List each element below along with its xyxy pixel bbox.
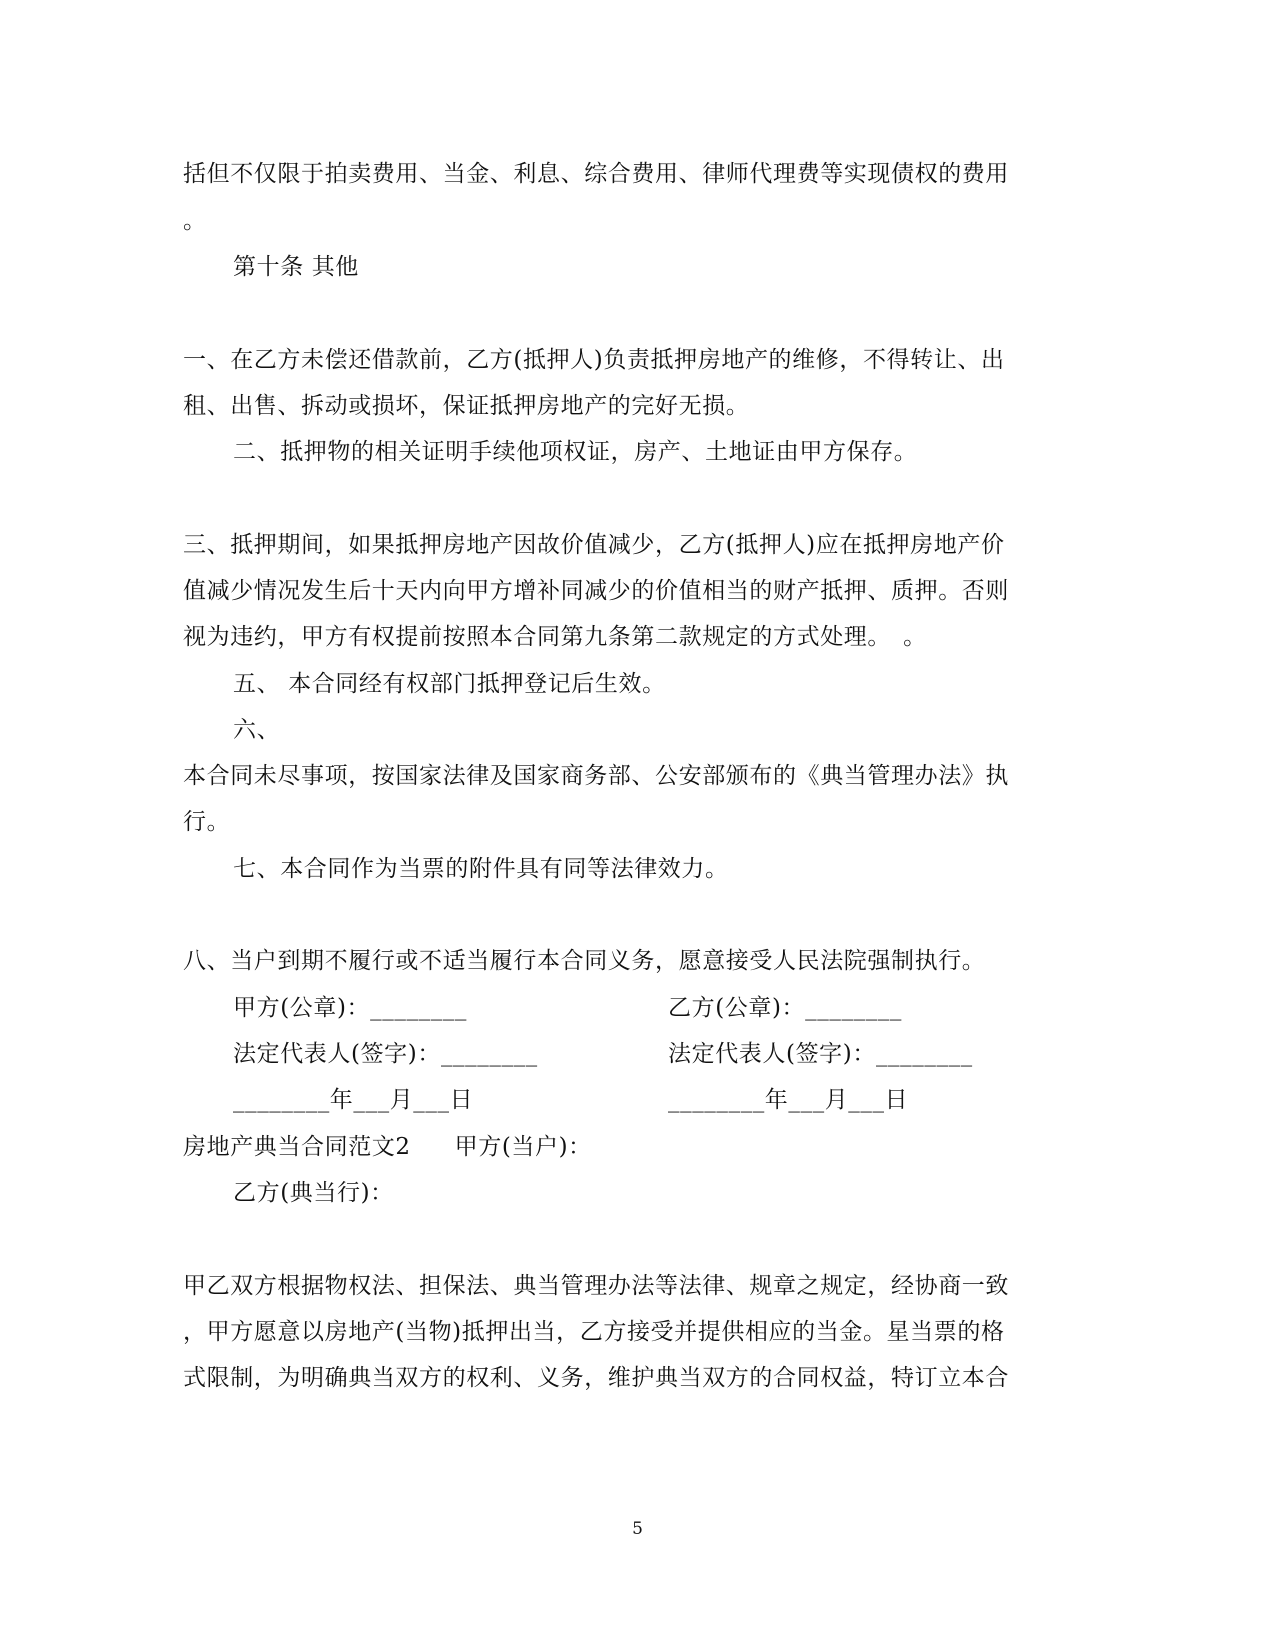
paragraph-line: 三、抵押期间，如果抵押房地产因故价值减少，乙方(抵押人)应在抵押房地产价 — [183, 532, 1005, 558]
party-a-seal: 甲方(公章)：________ — [233, 995, 467, 1021]
paragraph-line: 二、抵押物的相关证明手续他项权证，房产、土地证由甲方保存。 — [233, 439, 918, 465]
paragraph-line: 甲乙双方根据物权法、担保法、典当管理办法等法律、规章之规定，经协商一致 — [183, 1273, 1009, 1299]
paragraph-line: 。 — [183, 208, 207, 234]
party-b-rep: 法定代表人(签字)：________ — [668, 1041, 973, 1067]
party-b-date: ________年___月___日 — [668, 1087, 909, 1113]
second-contract-title: 房地产典当合同范文2 — [183, 1134, 411, 1160]
paragraph-line: 行。 — [183, 809, 231, 835]
party-a-rep: 法定代表人(签字)：________ — [233, 1041, 538, 1067]
paragraph-line: 租、出售、拆动或损坏，保证抵押房地产的完好无损。 — [183, 393, 750, 419]
paragraph-line: 视为违约，甲方有权提前按照本合同第九条第二款规定的方式处理。 。 — [183, 624, 927, 650]
paragraph-line: 式限制，为明确典当双方的权利、义务，维护典当双方的合同权益，特订立本合 — [183, 1365, 1009, 1391]
page-number: 5 — [632, 1519, 643, 1539]
party-a-date: ________年___月___日 — [233, 1087, 474, 1113]
paragraph-line: 一、在乙方未偿还借款前，乙方(抵押人)负责抵押房地产的维修，不得转让、出 — [183, 347, 1005, 373]
section-heading: 第十条 其他 — [233, 254, 359, 280]
paragraph-line: 六、 — [233, 717, 281, 743]
paragraph-line: 本合同未尽事项，按国家法律及国家商务部、公安部颁布的《典当管理办法》执 — [183, 763, 1009, 789]
second-contract-party-a: 甲方(当户)： — [454, 1134, 592, 1160]
second-contract-header — [183, 1132, 1063, 1162]
paragraph-line: 八、当户到期不履行或不适当履行本合同义务，愿意接受人民法院强制执行。 — [183, 948, 986, 974]
paragraph-line: 括但不仅限于拍卖费用、当金、利息、综合费用、律师代理费等实现债权的费用 — [183, 161, 1009, 187]
party-b-seal: 乙方(公章)：________ — [668, 995, 902, 1021]
paragraph-line: 七、本合同作为当票的附件具有同等法律效力。 — [233, 856, 729, 882]
second-contract-party-b: 乙方(典当行)： — [233, 1180, 394, 1206]
paragraph-line: 值减少情况发生后十天内向甲方增补同减少的价值相当的财产抵押、质押。否则 — [183, 578, 1009, 604]
paragraph-line: ，甲方愿意以房地产(当物)抵押出当，乙方接受并提供相应的当金。星当票的格 — [183, 1319, 1005, 1345]
paragraph-line: 五、 本合同经有权部门抵押登记后生效。 — [233, 671, 666, 697]
